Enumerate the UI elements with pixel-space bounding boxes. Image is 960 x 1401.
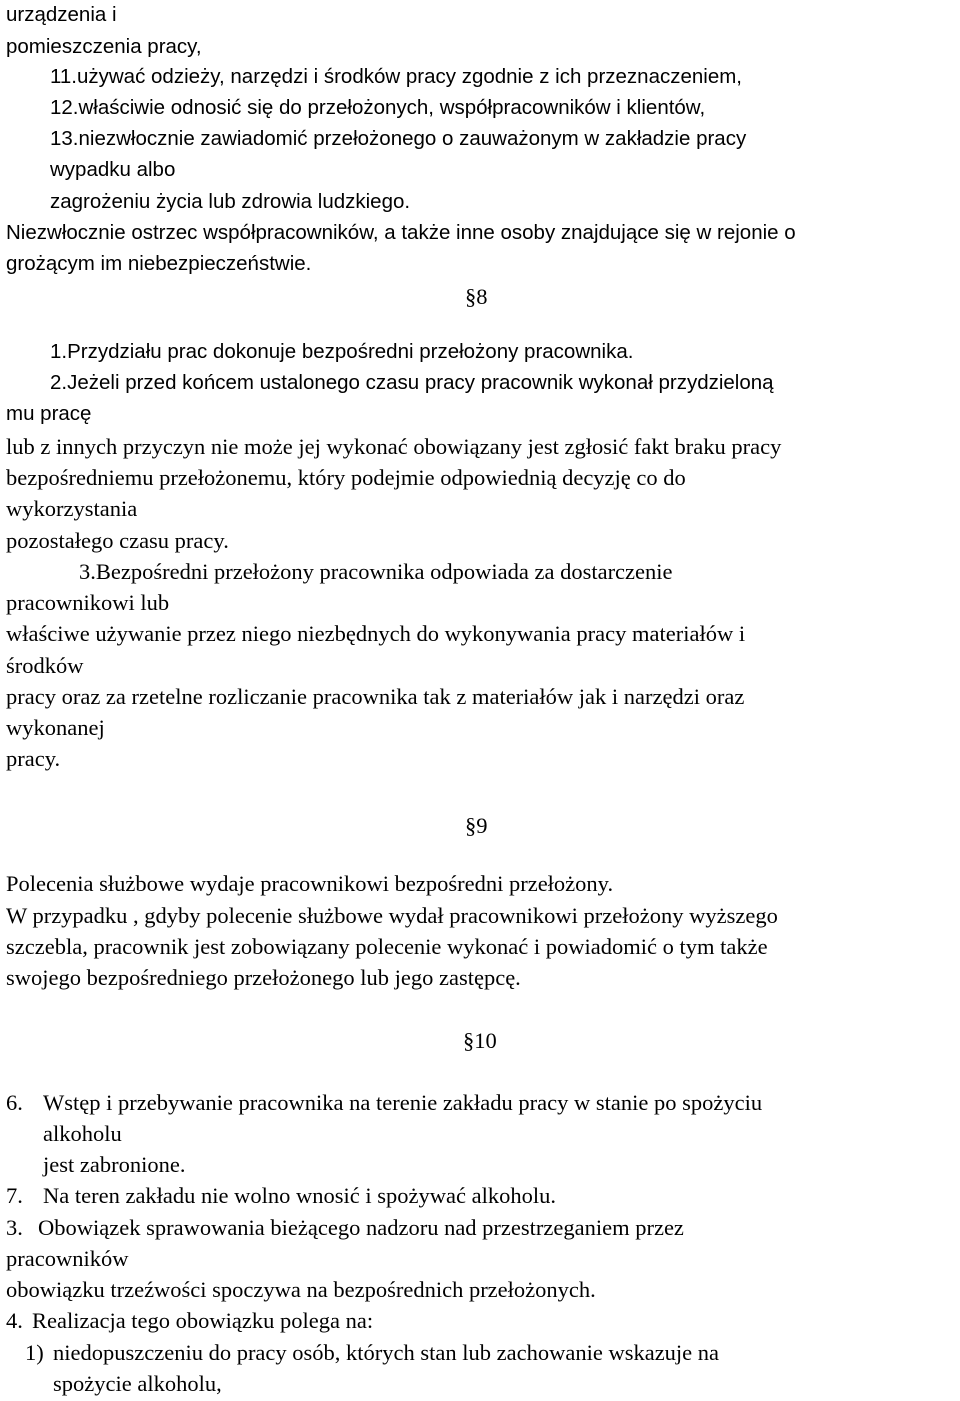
list-number: 3.	[6, 1215, 23, 1240]
text-line: Niezwłocznie ostrzec współpracowników, a także inne osoby znajdujące się w rejonie o	[6, 221, 796, 244]
section-heading-9: §9	[465, 813, 488, 838]
text-line: mu pracę	[6, 402, 92, 425]
text-line: alkoholu	[43, 1121, 122, 1146]
text-line: pomieszczenia pracy,	[6, 35, 202, 58]
text-line: wykonanej	[6, 715, 105, 740]
text-line: spożycie alkoholu,	[53, 1371, 222, 1396]
sublist-item-1: niedopuszczeniu do pracy osób, których stan lub zachowanie wskazuje na	[53, 1340, 720, 1365]
text-line: lub z innych przyczyn nie może jej wykonać obowiązany jest zgłosić fakt braku pracy	[6, 434, 782, 459]
section-heading-10: §10	[463, 1028, 497, 1053]
sublist-number: 1)	[25, 1340, 44, 1365]
list-item-12: 12.właściwie odnosić się do przełożonych, współpracowników i klientów,	[50, 96, 706, 119]
list-item-7: Na teren zakładu nie wolno wnosić i spożywać alkoholu.	[43, 1183, 556, 1208]
text-line: pracowników	[6, 1246, 129, 1271]
list-number: 4.	[6, 1308, 23, 1333]
text-line: W przypadku , gdyby polecenie służbowe wydał pracownikowi przełożony wyższego	[6, 903, 778, 928]
list-item-1: 1.Przydziału prac dokonuje bezpośredni przełożony pracownika.	[50, 340, 634, 363]
section-heading-8: §8	[465, 284, 488, 309]
list-item-3: 3.Bezpośredni przełożony pracownika odpowiada za dostarczenie	[79, 559, 673, 584]
text-line: bezpośredniemu przełożonemu, który podejmie odpowiednią decyzję co do	[6, 465, 686, 490]
text-line: szczebla, pracownik jest zobowiązany polecenie wykonać i powiadomić o tym także	[6, 934, 768, 959]
text-line: pracy oraz za rzetelne rozliczanie pracownika tak z materiałów jak i narzędzi oraz	[6, 684, 745, 709]
text-line: wypadku albo	[50, 158, 176, 181]
list-item-4: Realizacja tego obowiązku polega na:	[32, 1308, 374, 1333]
text-line: wykorzystania	[6, 496, 138, 521]
text-line: grożącym im niebezpieczeństwie.	[6, 252, 312, 275]
list-item-6: Wstęp i przebywanie pracownika na terenie zakładu pracy w stanie po spożyciu	[43, 1090, 763, 1115]
text-line: właściwe używanie przez niego niezbędnych do wykonywania pracy materiałów i	[6, 621, 746, 646]
text-line: zagrożeniu życia lub zdrowia ludzkiego.	[50, 190, 411, 213]
text-line: obowiązku trzeźwości spoczywa na bezpośrednich przełożonych.	[6, 1277, 596, 1302]
list-item-2: 2.Jeżeli przed końcem ustalonego czasu pracy pracownik wykonał przydzieloną	[50, 371, 774, 394]
text-line: urządzenia i	[6, 3, 117, 26]
list-number: 6.	[6, 1090, 23, 1115]
text-line: środków	[6, 653, 84, 678]
list-item-3b: Obowiązek sprawowania bieżącego nadzoru nad przestrzeganiem przez	[38, 1215, 684, 1240]
text-line: pracy.	[6, 746, 61, 771]
list-item-11: 11.używać odzieży, narzędzi i środków pracy zgodnie z ich przeznaczeniem,	[50, 65, 743, 88]
text-line: pozostałego czasu pracy.	[6, 528, 229, 553]
list-item-13: 13.niezwłocznie zawiadomić przełożonego o zauważonym w zakładzie pracy	[50, 127, 747, 150]
text-line: jest zabronione.	[43, 1152, 186, 1177]
text-line: swojego bezpośredniego przełożonego lub jego zastępcę.	[6, 965, 521, 990]
text-line: Polecenia służbowe wydaje pracownikowi bezpośredni przełożony.	[6, 871, 614, 896]
text-line: pracownikowi lub	[6, 590, 170, 615]
list-number: 7.	[6, 1183, 23, 1208]
